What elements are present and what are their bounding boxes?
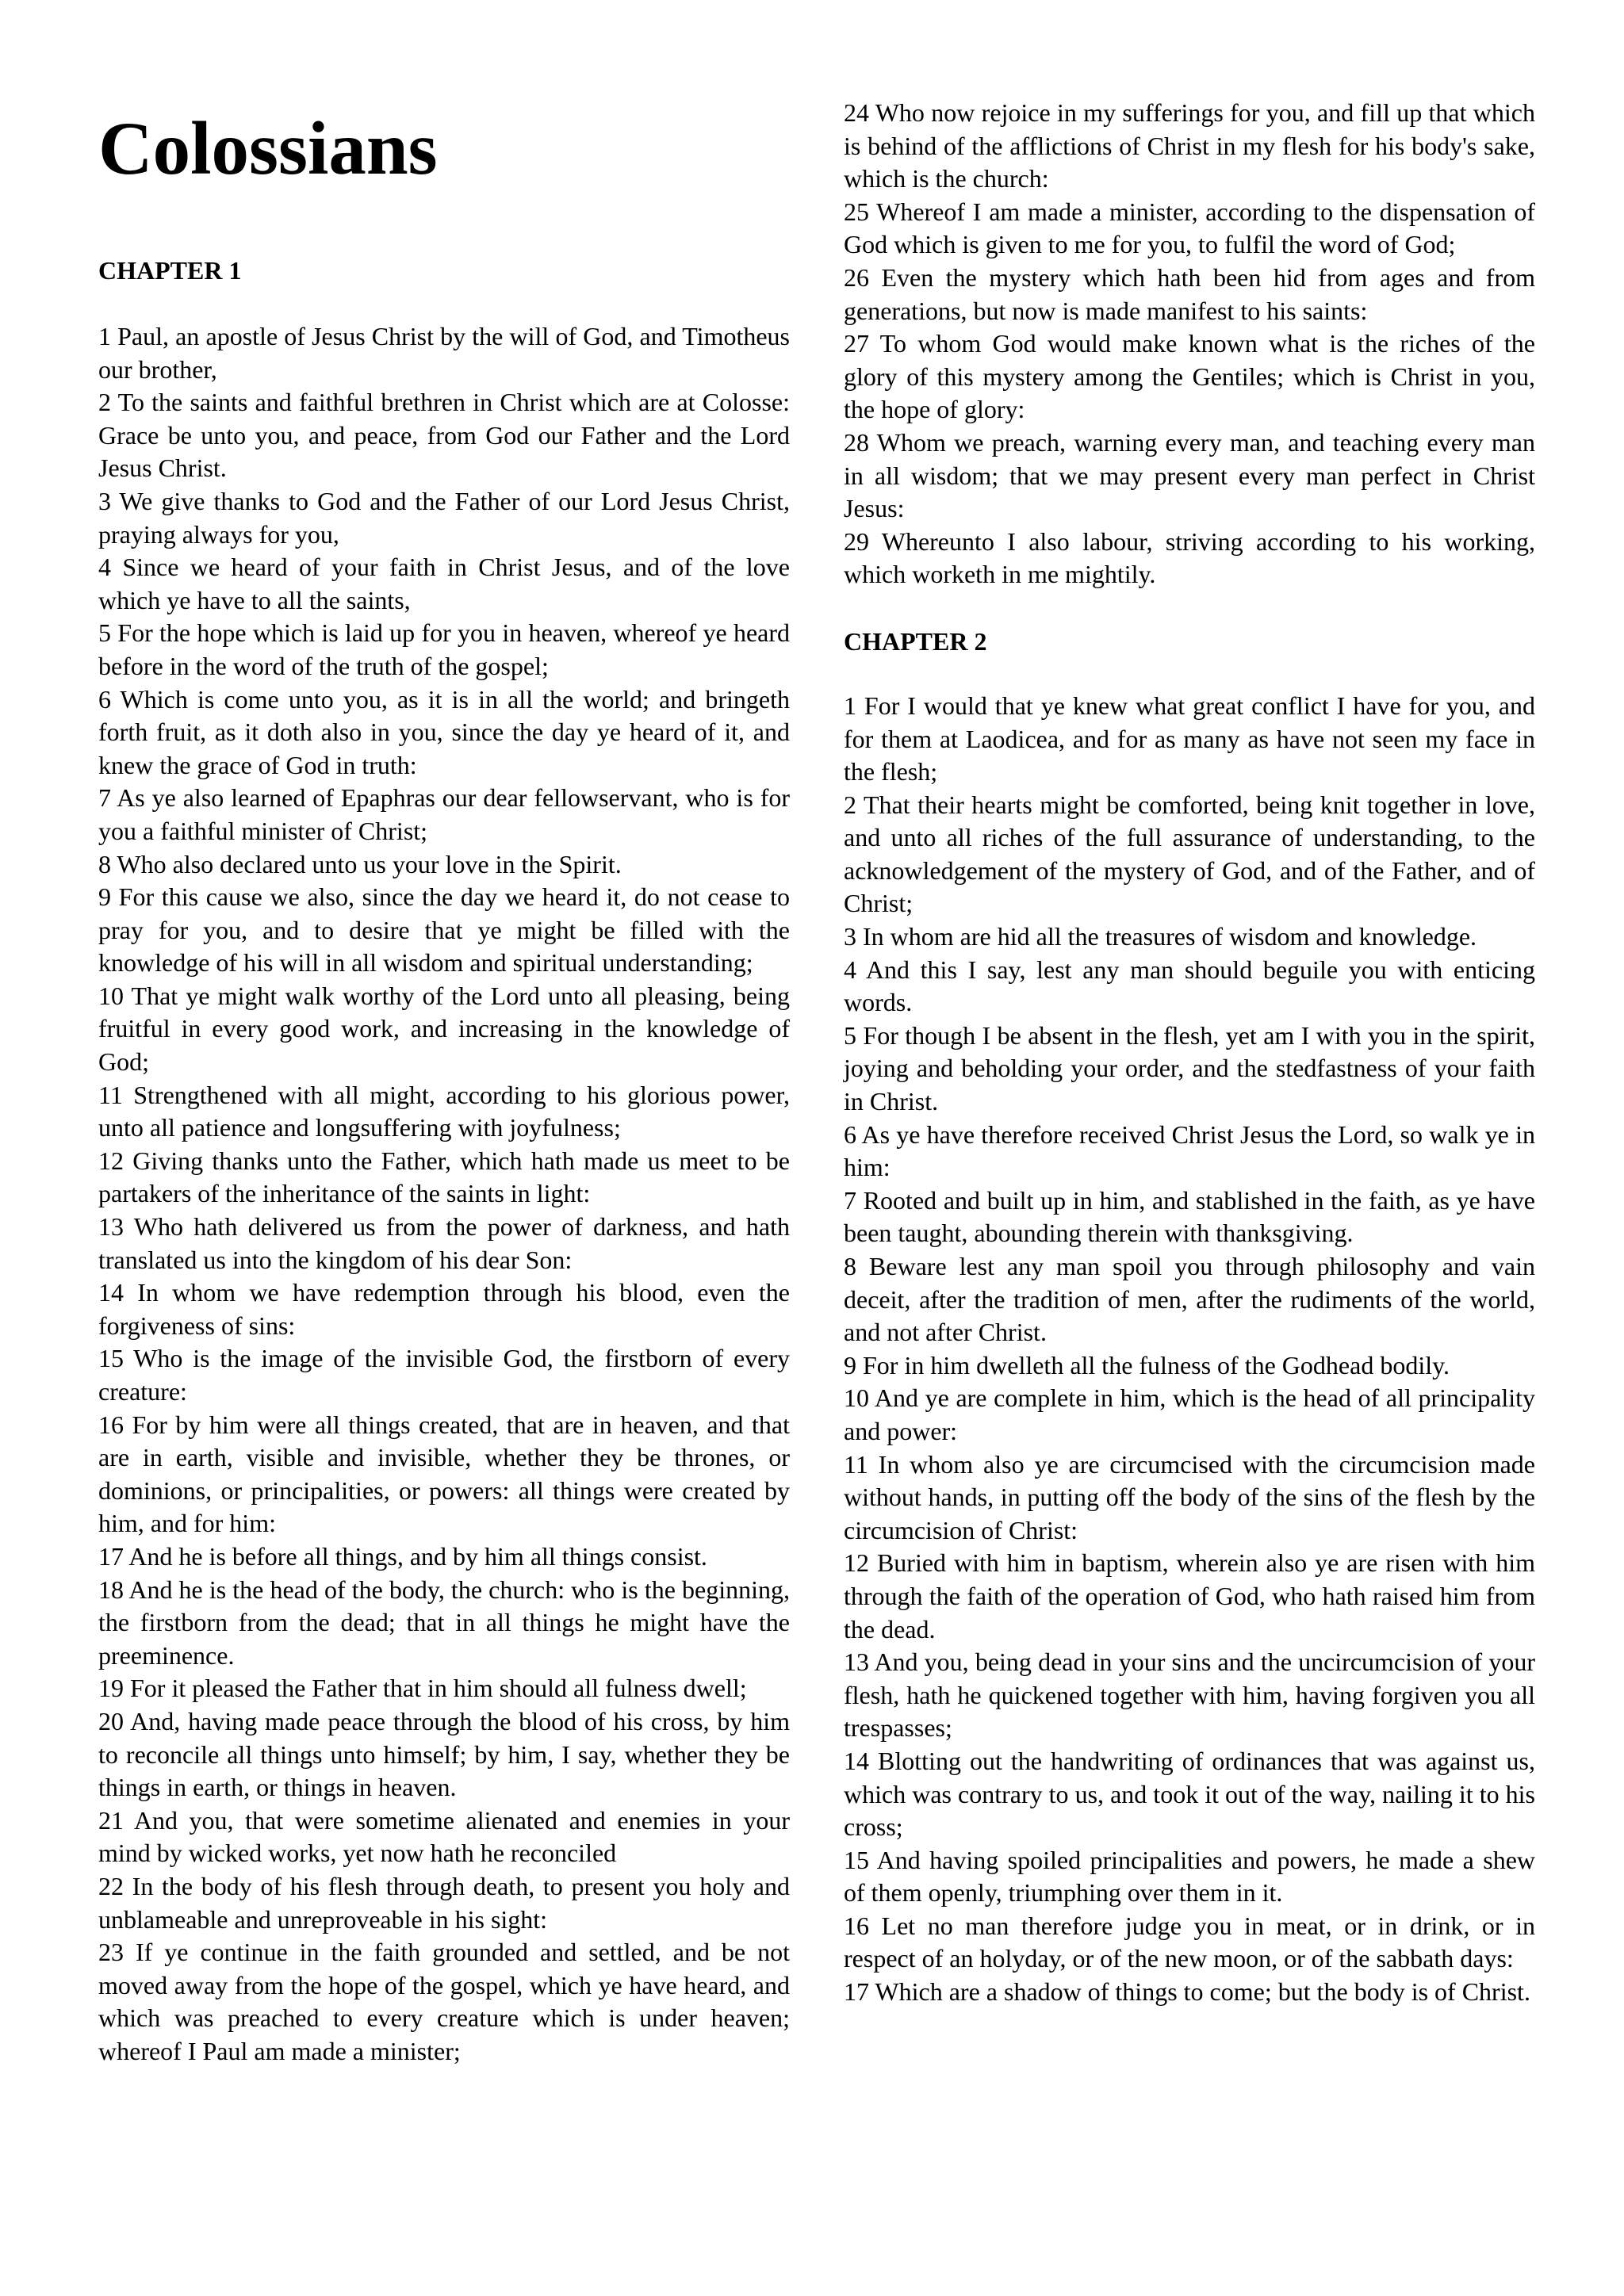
verse: 7 As ye also learned of Epaphras our dear fellowservant, who is for you a faithful minister of Christ; [98, 783, 790, 845]
verse: 10 And ye are complete in him, which is the head of all principality and power: [844, 1383, 1535, 1445]
verse: 29 Whereunto I also labour, striving according to his working, which worketh in me mightily. [844, 526, 1535, 589]
verse: 22 In the body of his flesh through death, to present you holy and unblameable and unreproveable in his sight: [98, 1871, 790, 1934]
verse: 8 Beware lest any man spoil you through philosophy and vain deceit, after the tradition of men, after the rudiments of the world, and not after Christ. [844, 1252, 1535, 1347]
verse: 5 For though I be absent in the flesh, yet am I with you in the spirit, joying and beholding your order, and the stedfastness of your faith in Christ. [844, 1020, 1535, 1116]
book-title: Colossians [98, 106, 438, 190]
verse: 15 And having spoiled principalities and powers, he made a shew of them openly, triumphing over them in it. [844, 1845, 1535, 1908]
verse: 9 For in him dwelleth all the fulness of the Godhead bodily. [844, 1350, 1450, 1380]
verse: 10 That ye might walk worthy of the Lord unto all pleasing, being fruitful in every good work, and increasing in the knowledge of God; [98, 981, 790, 1077]
verse: 25 Whereof I am made a minister, according to the dispensation of God which is given to me for you, to fulfil the word of God; [844, 197, 1535, 259]
verse: 6 Which is come unto you, as it is in all the world; and bringeth forth fruit, as it doth also in you, since the day ye heard of it, and knew the grace of God in truth: [98, 684, 790, 779]
verse: 1 Paul, an apostle of Jesus Christ by the will of God, and Timotheus our brother, [98, 322, 790, 384]
verse: 13 Who hath delivered us from the power of darkness, and hath translated us into the kingdom of his dear Son: [98, 1212, 790, 1274]
verse: 5 For the hope which is laid up for you in heaven, whereof ye heard before in the word of the truth of the gospel; [98, 618, 790, 680]
verse: 11 Strengthened with all might, according to his glorious power, unto all patience and longsuffering with joyfulness; [98, 1080, 790, 1142]
verse: 3 We give thanks to God and the Father of our Lord Jesus Christ, praying always for you, [98, 486, 790, 549]
verse: 12 Buried with him in baptism, wherein also ye are risen with him through the faith of the operation of God, who hath raised him from the dead. [844, 1548, 1535, 1644]
verse: 21 And you, that were sometime alienated and enemies in your mind by wicked works, yet now hath he reconciled [98, 1805, 790, 1868]
verse: 2 To the saints and faithful brethren in Christ which are at Colosse: Grace be unto you, and peace, from God our Father and the Lord Jesus Christ. [98, 388, 790, 483]
verse: 9 For this cause we also, since the day we heard it, do not cease to pray for you, and to desire that ye might be filled with the knowledge of his will in all wisdom and spiritual understanding; [98, 882, 790, 978]
verse: 17 And he is before all things, and by him all things consist. [98, 1541, 707, 1571]
verse: 20 And, having made peace through the blood of his cross, by him to reconcile all things unto himself; by him, I say, whether they be things in earth, or things in heaven. [98, 1706, 790, 1802]
verse: 15 Who is the image of the invisible God, the firstborn of every creature: [98, 1344, 790, 1406]
verse: 14 Blotting out the handwriting of ordinances that was against us, which was contrary to us, and took it out of the way, nailing it to his cross; [844, 1746, 1535, 1842]
verse: 24 Who now rejoice in my sufferings for you, and fill up that which is behind of the afflictions of Christ in my flesh for his body's sake, which is the church: [844, 98, 1535, 193]
verse: 7 Rooted and built up in him, and stablished in the faith, as ye have been taught, abounding therein with thanksgiving. [844, 1185, 1535, 1248]
verse: 23 If ye continue in the faith grounded and settled, and be not moved away from the hope of the gospel, which ye have heard, and which was preached to every creature which is under heaven; whereof I Paul am made a minister; [98, 1938, 790, 2065]
verse: 14 In whom we have redemption through his blood, even the forgiveness of sins: [98, 1278, 790, 1340]
verse: 16 For by him were all things created, that are in heaven, and that are in earth, visible and invisible, whether they be thrones, or dominions, or principalities, or powers: all things were created by him, and for him: [98, 1410, 790, 1538]
verse: 17 Which are a shadow of things to come; but the body is of Christ. [844, 1977, 1530, 2007]
chapter-1-verses-right [844, 97, 1535, 591]
chapter-1-heading: CHAPTER 1 [98, 256, 242, 285]
verse: 12 Giving thanks unto the Father, which hath made us meet to be partakers of the inheritance of the saints in light: [98, 1146, 790, 1208]
verse: 4 And this I say, lest any man should beguile you with enticing words. [844, 955, 1535, 1017]
verse: 11 In whom also ye are circumcised with the circumcision made without hands, in putting off the body of the sins of the flesh by the circumcision of Christ: [844, 1449, 1535, 1544]
verse: 13 And you, being dead in your sins and the uncircumcision of your flesh, hath he quickened together with him, having forgiven you all trespasses; [844, 1647, 1535, 1743]
chapter-1-verses-left [98, 320, 790, 2068]
verse: 19 For it pleased the Father that in him should all fulness dwell; [98, 1674, 747, 1703]
right-column [844, 97, 1535, 2009]
chapter-2-verses [844, 690, 1535, 2009]
verse: 6 As ye have therefore received Christ Jesus the Lord, so walk ye in him: [844, 1119, 1535, 1182]
verse: 27 To whom God would make known what is the riches of the glory of this mystery among the Gentiles; which is Christ in you, the hope of glory: [844, 329, 1535, 424]
verse: 8 Who also declared unto us your love in the Spirit. [98, 849, 622, 878]
verse: 1 For I would that ye knew what great conflict I have for you, and for them at Laodicea, and for as many as have not seen my face in the flesh; [844, 691, 1535, 786]
chapter-2-heading: CHAPTER 2 [844, 626, 987, 656]
verse: 3 In whom are hid all the treasures of wisdom and knowledge. [844, 922, 1477, 951]
verse: 28 Whom we preach, warning every man, and teaching every man in all wisdom; that we may present every man perfect in Christ Jesus: [844, 427, 1535, 523]
verse: 4 Since we heard of your faith in Christ Jesus, and of the love which ye have to all the saints, [98, 553, 790, 614]
verse: 16 Let no man therefore judge you in meat, or in drink, or in respect of an holyday, or of the new moon, or of the sabbath days: [844, 1911, 1535, 1973]
verse: 18 And he is the head of the body, the church: who is the beginning, the firstborn from the dead; that in all things he might have the preeminence. [98, 1575, 790, 1670]
verse: 26 Even the mystery which hath been hid from ages and from generations, but now is made manifest to his saints: [844, 262, 1535, 325]
verse: 2 That their hearts might be comforted, being knit together in love, and unto all riches of the full assurance of understanding, to the acknowledgement of the mystery of God, and of the Father, and of Christ; [844, 790, 1535, 918]
